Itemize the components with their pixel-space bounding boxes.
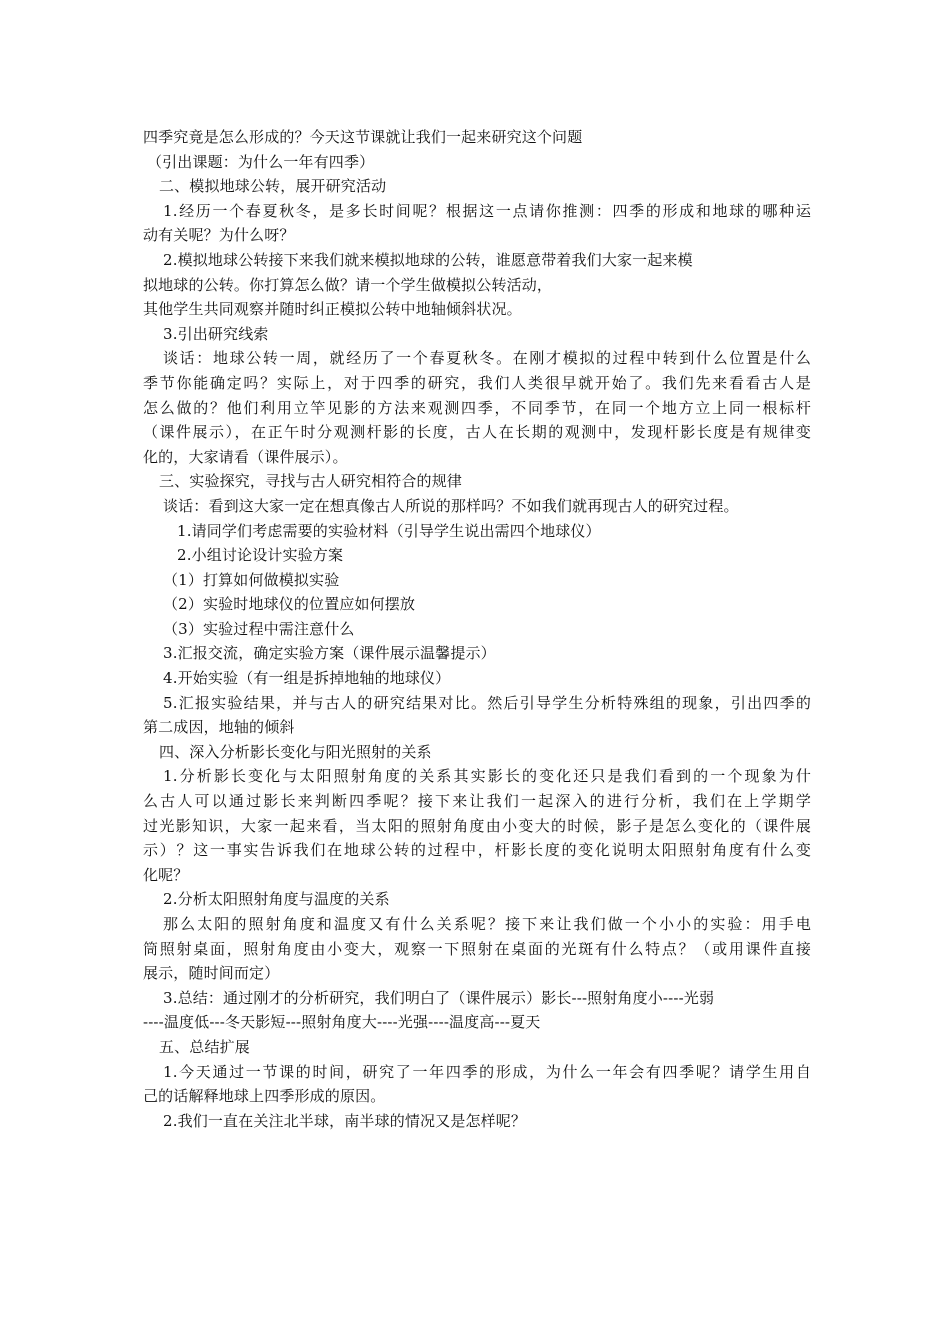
text-line: （课件展示），在正午时分观测杆影的长度，古人在长期的观测中，发现杆影长度是有规律变: [143, 423, 811, 442]
text-line: 其他学生共同观察并随时纠正模拟公转中地轴倾斜状况。: [143, 300, 522, 319]
text-line: 2.分析太阳照射角度与温度的关系: [163, 890, 390, 909]
text-line: （1）打算如何做模拟实验: [163, 570, 340, 589]
text-line: 化的，大家请看（课件展示）。: [143, 447, 348, 466]
text-line: 谈话：看到这大家一定在想真像古人所说的那样吗？不如我们就再现古人的研究过程。: [163, 496, 739, 515]
text-line: 示）？这一事实告诉我们在地球公转的过程中，杆影长度的变化说明太阳照射角度有什么变: [143, 841, 811, 860]
text-line: 展示，随时间而定）: [143, 964, 280, 983]
text-line: 1.请同学们考虑需要的实验材料（引导学生说出需四个地球仪）: [177, 521, 601, 540]
text-line: 化呢？: [143, 865, 189, 884]
text-line: 四季究竟是怎么形成的？今天这节课就让我们一起来研究这个问题: [143, 128, 583, 146]
text-line: 谈话：地球公转一周，就经历了一个春夏秋冬。在刚才模拟的过程中转到什么位置是什么: [163, 349, 811, 368]
text-line: 4.开始实验（有一组是拆掉地轴的地球仪）: [163, 669, 451, 688]
text-line: 那么太阳的照射角度和温度又有什么关系呢？接下来让我们做一个小小的实验：用手电: [163, 915, 811, 933]
text-line: 5.汇报实验结果，并与古人的研究结果对比。然后引导学生分析特殊组的现象，引出四季的: [163, 693, 811, 712]
text-line: 怎么做的？他们利用立竿见影的方法来观测四季，不同季节，在同一个地方立上同一根标杆: [143, 398, 811, 417]
text-line: 筒照射桌面，照射角度由小变大，观察一下照射在桌面的光斑有什么特点？（或用课件直接: [143, 939, 811, 958]
text-line: 三、实验探究，寻找与古人研究相符合的规律: [159, 472, 463, 491]
text-line: 2.模拟地球公转接下来我们就来模拟地球的公转，谁愿意带着我们大家一起来模: [163, 250, 693, 269]
text-line: ----温度低---冬天影短---照射角度大----光强----温度高---夏天: [143, 1013, 541, 1032]
document-page: [143, 125, 811, 1133]
text-line: 己的话解释地球上四季形成的原因。: [143, 1087, 386, 1106]
text-line: （引出课题：为什么一年有四季）: [147, 152, 375, 171]
text-line: 2.小组讨论设计实验方案: [177, 546, 344, 565]
text-line: 2.我们一直在关注北半球，南半球的情况又是怎样呢？: [163, 1111, 527, 1130]
text-line: 动有关呢？为什么呀？: [143, 226, 295, 245]
text-line: 3.汇报交流，确定实验方案（课件展示温馨提示）: [163, 644, 496, 663]
text-line: 第二成因，地轴的倾斜: [143, 718, 295, 737]
text-line: 四、深入分析影长变化与阳光照射的关系: [159, 742, 432, 761]
text-line: 拟地球的公转。你打算怎么做？请一个学生做模拟公转活动，: [143, 275, 553, 294]
text-line: （3）实验过程中需注意什么: [163, 619, 355, 638]
text-line: 么古人可以通过影长来判断四季呢？接下来让我们一起深入的进行分析，我们在上学期学: [143, 792, 811, 811]
text-line: 3.引出研究线索: [163, 324, 269, 343]
text-line: 1.经历一个春夏秋冬，是多长时间呢？根据这一点请你推测：四季的形成和地球的哪种运: [163, 201, 811, 220]
text-line: 季节你能确定吗？实际上，对于四季的研究，我们人类很早就开始了。我们先来看看古人是: [143, 373, 811, 392]
text-line: 3.总结：通过刚才的分析研究，我们明白了（课件展示）影长---照射角度小----光弱: [163, 988, 715, 1007]
text-line: 1.今天通过一节课的时间，研究了一年四季的形成，为什么一年会有四季呢？请学生用自: [163, 1062, 811, 1081]
text-line: 过光影知识，大家一起来看，当太阳的照射角度由小变大的时候，影子是怎么变化的（课件展: [143, 816, 811, 835]
text-line: 1.分析影长变化与太阳照射角度的关系其实影长的变化还只是我们看到的一个现象为什: [163, 767, 811, 786]
text-line: （2）实验时地球仪的位置应如何摆放: [163, 595, 416, 614]
text-line: 二、模拟地球公转，展开研究活动: [159, 177, 387, 196]
text-line: 五、总结扩展: [159, 1037, 250, 1056]
